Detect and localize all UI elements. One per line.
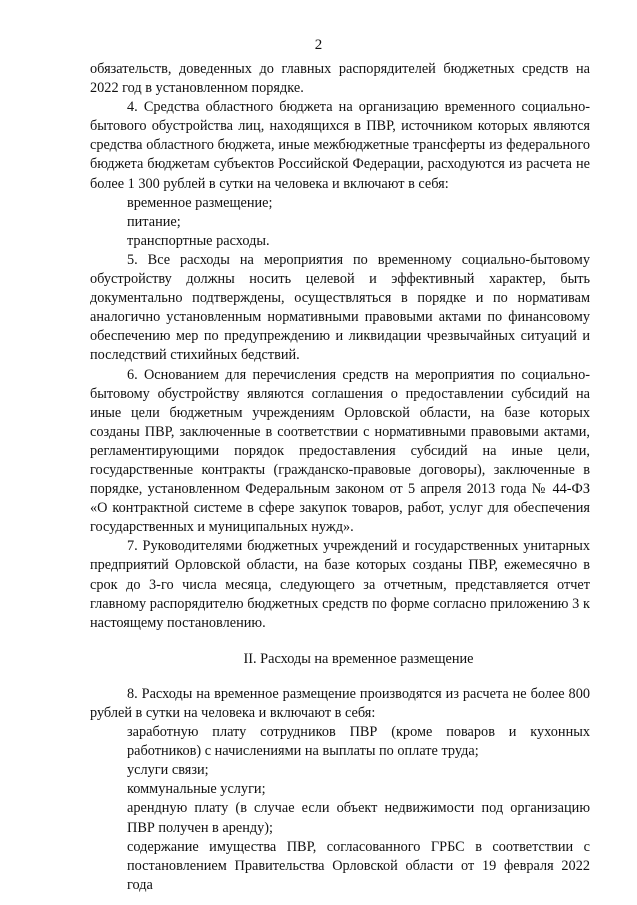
section-heading: II. Расходы на временное размещение	[243, 650, 474, 667]
paragraph-6: 6. Основанием для перечисления средств на мероприятия по социально-бытовому обустройству являются соглашения о предоставлении субсидий на иные цели бюджетным учреждениям Орловской области, на базе которых созданы ПВР, заключенные в соответствии с нормативными правовыми актами, регламентирующими порядок предоставления субсидий на иные цели, государственные контракты (гражданско-правовые договоры), заключенные в порядке, установленном Федеральным законом от 5 апреля 2013 года № 44-ФЗ «О контрактной системе в сфере закупок товаров, работ, услуг для обеспечения государственных и муниципальных нужд».	[90, 366, 590, 536]
list-item: коммунальные услуги;	[127, 781, 266, 798]
paragraph-continuation: обязательств, доведенных до главных распорядителей бюджетных средств на 2022 год в установленном порядке.	[90, 61, 590, 97]
paragraph-8: 8. Расходы на временное размещение производятся из расчета не более 800 рублей в сутки на человека и включают в себя:	[90, 685, 590, 721]
list-item: временное размещение;	[127, 194, 273, 211]
list-item: услуги связи;	[127, 762, 209, 779]
paragraph-4: 4. Средства областного бюджета на организацию временного социально-бытового обустройства лиц, находящихся в ПВР, источником которых являются средства областного бюджета, иные межбюджетные трансферты из федерального бюджета бюджетам субъектов Российской Федерации, расходуются из расчета не более 1 300 рублей в сутки на человека и включают в себя:	[90, 99, 590, 192]
list-item: транспортные расходы.	[127, 232, 270, 249]
list-item: содержание имущества ПВР, согласованного ГРБС в соответствии с постановлением Правительства Орловской области от 19 февраля 2022 года	[127, 838, 590, 893]
list-item: заработную плату сотрудников ПВР (кроме поваров и кухонных работников) с начислениями на выплаты по оплате труда;	[127, 724, 590, 760]
document-body	[90, 60, 590, 895]
paragraph-5: 5. Все расходы на мероприятия по временному социально-бытовому обустройству должны носить целевой и эффективный характер, быть документально подтверждены, осуществляться в порядке и по нормативам аналогично установленным нормативными правовыми актами по финансовому обеспечению мер по предупреждению и ликвидации чрезвычайных ситуаций и последствий стихийных бедствий.	[90, 251, 590, 364]
list-item: арендную плату (в случае если объект недвижимости под организацию ПВР получен в аренду);	[127, 800, 590, 836]
paragraph-7: 7. Руководителями бюджетных учреждений и государственных унитарных предприятий Орловской области, на базе которых созданы ПВР, ежемесячно в срок до 3-го числа месяца, следующего за отчетным, представляется отчет главному распорядителю бюджетных средств по форме согласно приложению 3 к настоящему постановлению.	[90, 538, 590, 631]
page-number: 2	[314, 37, 323, 53]
list-item: питание;	[127, 213, 181, 230]
